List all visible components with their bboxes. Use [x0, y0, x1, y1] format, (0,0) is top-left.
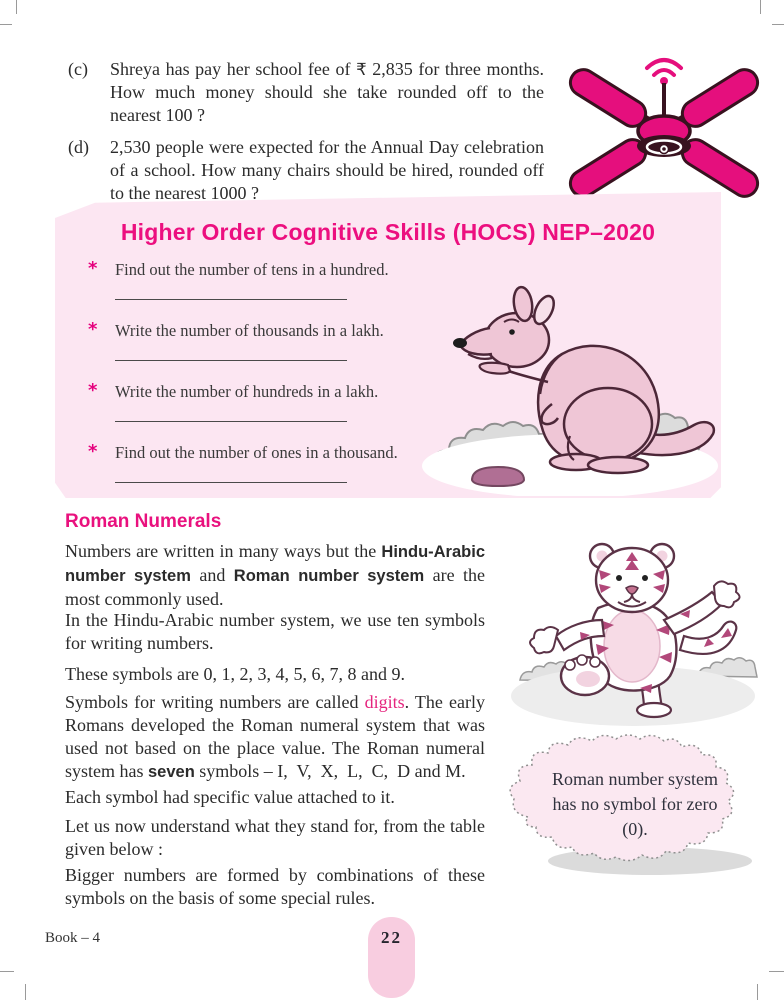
answer-line-4 — [115, 482, 347, 483]
question-d-label: (d) — [68, 137, 89, 157]
answer-line-2 — [115, 360, 347, 361]
hocs-title: Higher Order Cognitive Skills (HOCS) NEP–2020 — [120, 219, 656, 245]
paragraph-2: In the Hindu-Arabic number system, we use ten symbols for writing numbers. — [65, 610, 485, 653]
hocs-question-3: Write the number of hundreds in a lakh. — [115, 382, 379, 401]
kangaroo-eye — [509, 329, 515, 335]
paragraph-5: Each symbol had specific value attached to it. — [65, 787, 395, 807]
question-c-text: Shreya has pay her school fee of ₹ 2,835 for three months. How much money should she take rounded off to the nearest 100 ? — [110, 59, 545, 125]
answer-line-3 — [115, 421, 347, 422]
crop-mark-top-right-h — [772, 24, 784, 25]
highlight-digits: digits — [364, 692, 405, 712]
bullet-asterisk: * — [88, 380, 98, 401]
crop-mark-top-left-h — [0, 24, 12, 25]
question-c-label: (c) — [68, 59, 88, 79]
hocs-question-1: Find out the number of tens in a hundred. — [115, 260, 389, 279]
tiger-belly — [604, 610, 660, 682]
answer-line-1 — [115, 299, 347, 300]
tiger-eye — [616, 575, 622, 581]
paragraph-7: Bigger numbers are formed by combinations of these symbols on the basis of some special rules. — [65, 865, 485, 908]
page-number: 22 — [381, 928, 402, 947]
crop-mark-top-left-v — [16, 0, 17, 14]
section-heading-roman-numerals: Roman Numerals — [65, 511, 222, 532]
kangaroo-head — [453, 286, 558, 367]
ceiling-fan-illustration — [548, 50, 780, 198]
tiger-arm-right — [664, 592, 722, 634]
kangaroo-haunch — [564, 388, 652, 460]
hocs-question-4: Find out the number of ones in a thousand. — [115, 443, 398, 462]
tiger-foot-right — [637, 703, 671, 717]
fan-signal-arcs — [647, 60, 681, 75]
tiger-eye — [642, 575, 648, 581]
zero-fact-callout — [498, 731, 772, 883]
rupee-sign: ₹ — [356, 60, 367, 79]
question-d — [68, 136, 544, 205]
book-label: Book – 4 — [45, 930, 101, 946]
tiger-illustration — [502, 528, 764, 733]
crop-mark-bottom-right-v — [757, 984, 758, 1000]
kangaroo-nose — [453, 338, 467, 348]
paragraph-6: Let us now understand what they stand for, from the table given below : — [65, 816, 485, 859]
paragraph-1: Numbers are written in many ways but the Hindu-Arabic number system and Roman number system are the most commonly used. — [65, 541, 485, 609]
crop-mark-bottom-right-h — [769, 971, 784, 972]
kangaroo-foot — [588, 457, 648, 473]
kangaroo-ear — [530, 293, 558, 327]
question-d-text: 2,530 people were expected for the Annual Day celebration of a school. How many chairs should be hired, rounded off to the nearest 1000 ? — [110, 137, 544, 203]
paragraph-4: Symbols for writing numbers are called digits. The early Romans developed the Roman numeral system that was used not based on the place value. The Roman numeral system has seven symbols – I, V, X, L, C, D and M. — [65, 692, 485, 781]
question-c — [68, 58, 544, 127]
kangaroo-illustration — [420, 266, 720, 496]
bullet-asterisk: * — [88, 258, 98, 279]
crop-mark-bottom-left-v — [25, 984, 26, 1000]
bullet-asterisk: * — [88, 441, 98, 462]
page-number-tab — [368, 917, 415, 998]
kangaroo-hand — [480, 363, 510, 374]
stone — [472, 467, 524, 486]
tiger-foot-left — [561, 655, 609, 695]
callout-text: Roman number system has no symbol for zero (0). — [552, 769, 718, 839]
hocs-question-2: Write the number of thousands in a lakh. — [115, 321, 384, 340]
crop-mark-top-right-v — [760, 0, 761, 14]
crop-mark-bottom-left-h — [0, 971, 14, 972]
tiger-hand-left — [530, 627, 558, 653]
tiger-head — [590, 544, 674, 612]
paragraph-3: These symbols are 0, 1, 2, 3, 4, 5, 6, 7, 8 and 9. — [65, 664, 405, 684]
bullet-asterisk: * — [88, 319, 98, 340]
tiger-hand-right — [714, 581, 740, 607]
